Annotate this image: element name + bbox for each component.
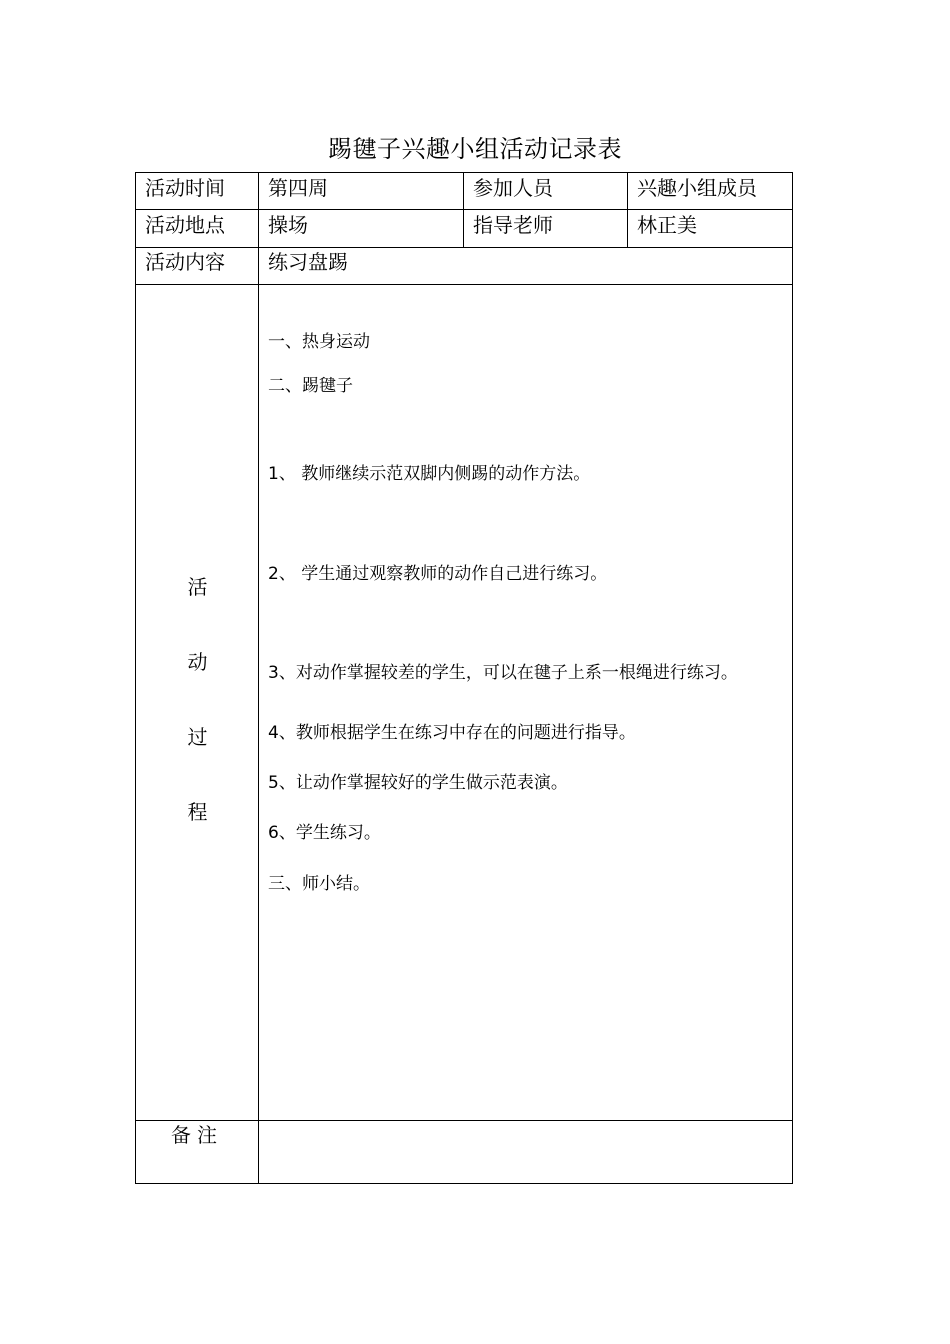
step-number: 6、 xyxy=(268,823,296,843)
step-number: 1、 xyxy=(268,464,296,484)
step-item xyxy=(268,562,607,586)
step-number: 3、 xyxy=(268,663,296,683)
step-text: 教师继续示范双脚内侧踢的动作方法。 xyxy=(295,464,591,484)
label-activity-process xyxy=(136,285,259,1121)
step-item xyxy=(268,462,590,486)
step-text: 让动作掌握较好的学生做示范表演。 xyxy=(295,773,568,793)
table-row-place xyxy=(136,210,793,248)
process-label-char: 活 xyxy=(187,575,208,599)
process-label-char: 过 xyxy=(187,725,208,749)
step-item xyxy=(268,771,568,795)
value-participants: 兴趣小组成员 xyxy=(628,173,793,210)
table-row-process xyxy=(136,285,793,1121)
label-activity-content: 活动内容 xyxy=(136,248,259,285)
label-remarks: 备注 xyxy=(136,1121,259,1184)
process-content xyxy=(259,285,793,1121)
warmup-heading: 一、热身运动 xyxy=(268,332,370,352)
value-activity-place: 操场 xyxy=(259,210,464,248)
page-title: 踢毽子兴趣小组活动记录表 xyxy=(328,135,622,163)
value-activity-time: 第四周 xyxy=(259,173,464,210)
label-activity-time: 活动时间 xyxy=(136,173,259,210)
value-activity-content: 练习盘踢 xyxy=(259,248,793,285)
label-instructor: 指导老师 xyxy=(464,210,628,248)
step-text: 教师根据学生在练习中存在的问题进行指导。 xyxy=(295,723,636,743)
table-row-content xyxy=(136,248,793,285)
table-row-time xyxy=(136,173,793,210)
step-text: 学生练习。 xyxy=(295,823,381,843)
label-activity-place: 活动地点 xyxy=(136,210,259,248)
step-item xyxy=(268,661,738,685)
section-two-heading: 二、踢毽子 xyxy=(268,376,353,396)
step-number: 2、 xyxy=(268,564,296,584)
value-remarks xyxy=(259,1121,793,1184)
label-participants: 参加人员 xyxy=(464,173,628,210)
step-item xyxy=(268,721,636,745)
table-row-remarks xyxy=(136,1121,793,1184)
summary-heading: 三、师小结。 xyxy=(268,874,370,894)
activity-record-table xyxy=(135,172,793,1184)
step-text: 学生通过观察教师的动作自己进行练习。 xyxy=(295,564,608,584)
step-number: 5、 xyxy=(268,773,296,793)
value-instructor: 林正美 xyxy=(628,210,793,248)
step-number: 4、 xyxy=(268,723,296,743)
step-item xyxy=(268,821,381,845)
process-label-char: 程 xyxy=(187,800,208,824)
step-text: 对动作掌握较差的学生，可以在毽子上系一根绳进行练习。 xyxy=(295,663,738,683)
process-label-char: 动 xyxy=(187,650,208,674)
